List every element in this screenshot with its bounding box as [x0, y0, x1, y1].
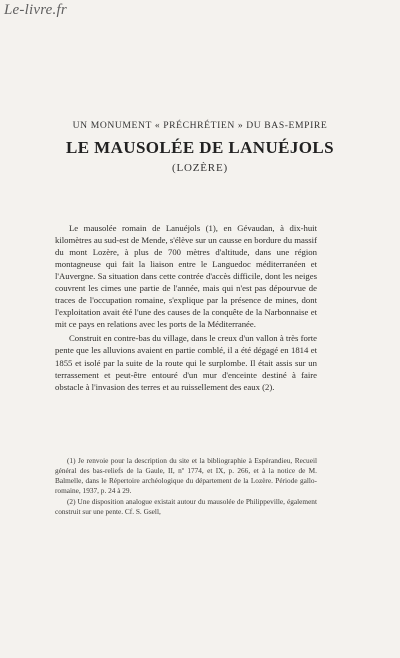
body-paragraph: Le mausolée romain de Lanuéjols (1), en Gévaudan, à dix-huit kilomètres au sud-est de Mende, s'élève sur un causse en bordure du massif du mont Lozère, à plus de 700 mètres d'altitude, dans une région montagneuse qui fait la liaison entre le Languedoc méditerranéen et l'Auvergne. Sa situation dans cette contrée d'accès difficile, dont les neiges couvrent les cimes une partie de l'année, mais qui n'est pas dépourvue de traces de l'occupation romaine, s'explique par la présence de mines, dont l'exploitation avait été l'une des causes de la conquête de la Narbonnaise et mit ce pays en relations avec les ports de la Méditerranée.	[55, 223, 317, 330]
footnote: (2) Une disposition analogue existait autour du mausolée de Philippeville, également construit sur une pente. Cf. S. Gsell,	[55, 497, 317, 516]
body-paragraph: Construit en contre-bas du village, dans le creux d'un vallon à très forte pente que les alluvions avaient en partie comblé, il a été dégagé en 1814 et 1855 et isolé par la suite de la route qui le surplombe. Il était assis sur un terrassement et peut-être entouré d'un mur d'enceinte destiné à faire obstacle à l'invasion des terres et au ruissellement des eaux (2).	[55, 333, 317, 392]
footnotes	[55, 456, 317, 517]
article-supertitle: UN MONUMENT « PRÉCHRÉTIEN » DU BAS-EMPIRE	[72, 120, 328, 131]
footnote: (1) Je renvoie pour la description du site et la bibliographie à Espérandieu, Recueil général des bas-reliefs de la Gaule, II, nº 1774, et IX, p. 266, et à la notice de M. Balmelle, dans le Répertoire archéologique du département de la Lozère. Période gallo-romaine, 1937, p. 24 à 29.	[55, 456, 317, 495]
article-body	[55, 222, 317, 393]
article-subtitle: (LOZÈRE)	[172, 162, 228, 174]
watermark: Le-livre.fr	[4, 2, 67, 18]
article-title: LE MAUSOLÉE DE LANUÉJOLS	[66, 138, 334, 157]
